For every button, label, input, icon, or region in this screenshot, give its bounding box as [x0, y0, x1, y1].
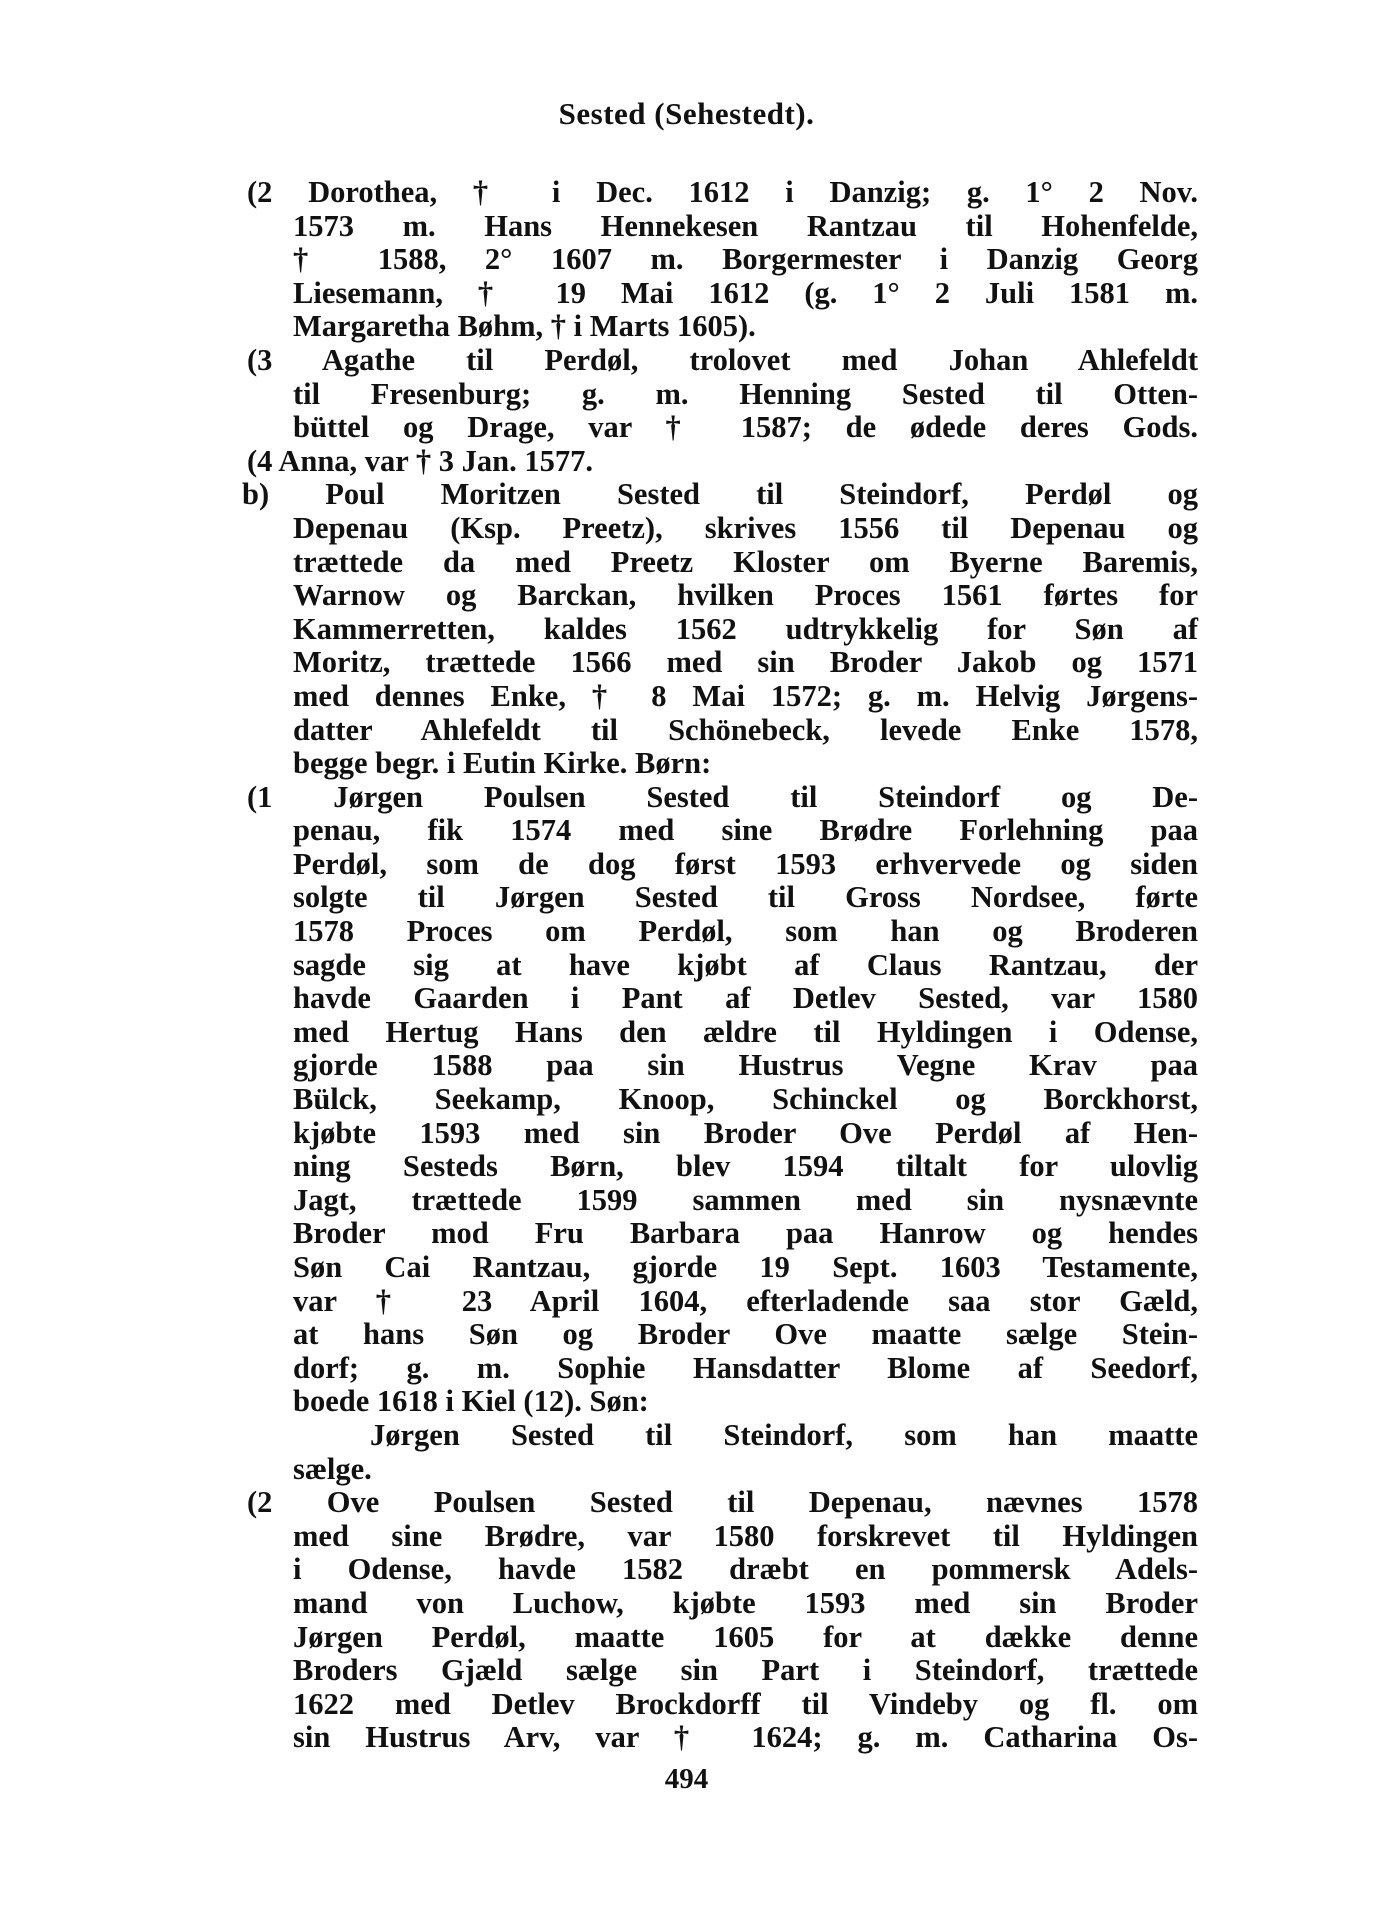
text-line: Broder mod Fru Barbara paa Hanrow og hendes: [293, 1216, 1198, 1251]
text-line: til Fresenburg; g. m. Henning Sested til Otten-: [293, 376, 1198, 411]
running-title: Sested (Sehestedt).: [558, 96, 815, 131]
text-line: Jørgen Sested til Steindorf, som han maatte: [370, 1417, 1198, 1452]
text-line: ning Sesteds Børn, blev 1594 tiltalt for ulovlig: [293, 1149, 1198, 1184]
text-line: Depenau (Ksp. Preetz), skrives 1556 til Depenau og: [293, 510, 1198, 545]
text-line: kjøbte 1593 med sin Broder Ove Perdøl af Hen-: [293, 1115, 1198, 1150]
text-line: Kammerretten, kaldes 1562 udtrykkelig for Søn af: [293, 611, 1198, 646]
text-line: boede 1618 i Kiel (12). Søn:: [293, 1384, 649, 1419]
text-line: Jørgen Perdøl, maatte 1605 for at dække denne: [293, 1619, 1198, 1654]
text-line: mand von Luchow, kjøbte 1593 med sin Broder: [293, 1585, 1198, 1620]
text-line: med dennes Enke, † 8 Mai 1572; g. m. Helvig Jørgens-: [293, 678, 1198, 713]
text-line: sagde sig at have kjøbt af Claus Rantzau, der: [293, 947, 1198, 982]
text-line: (4 Anna, var † 3 Jan. 1577.: [247, 443, 593, 478]
text-line: Margaretha Bøhm, † i Marts 1605).: [293, 309, 756, 344]
text-line: begge begr. i Eutin Kirke. Børn:: [293, 746, 712, 781]
text-line: (1 Jørgen Poulsen Sested til Steindorf og De-: [247, 779, 1198, 814]
text-line: sælge.: [293, 1451, 372, 1486]
text-line: solgte til Jørgen Sested til Gross Nordsee, førte: [293, 880, 1198, 915]
text-line: trættede da med Preetz Kloster om Byerne Baremis,: [293, 544, 1198, 579]
text-line: i Odense, havde 1582 dræbt en pommersk Adels-: [293, 1552, 1198, 1587]
text-line: b) Poul Moritzen Sested til Steindorf, Perdøl og: [242, 477, 1198, 512]
text-line: Jagt, trættede 1599 sammen med sin nysnævnte: [293, 1182, 1198, 1217]
text-line: sin Hustrus Arv, var † 1624; g. m. Catharina Os-: [293, 1720, 1198, 1755]
text-line: havde Gaarden i Pant af Detlev Sested, var 1580: [293, 981, 1198, 1016]
text-line: Moritz, trættede 1566 med sin Broder Jakob og 1571: [293, 645, 1198, 680]
genealogy-entry-text: [242, 175, 1198, 1755]
text-line: 1573 m. Hans Hennekesen Rantzau til Hohenfelde,: [293, 208, 1198, 243]
text-line: penau, fik 1574 med sine Brødre Forlehning paa: [293, 813, 1198, 848]
text-line: var † 23 April 1604, efterladende saa stor Gæld,: [293, 1283, 1198, 1318]
text-line: (2 Dorothea, † i Dec. 1612 i Danzig; g. 1° 2 Nov.: [247, 175, 1198, 209]
text-line: med Hertug Hans den ældre til Hyldingen i Odense,: [293, 1014, 1198, 1049]
text-line: gjorde 1588 paa sin Hustrus Vegne Krav paa: [293, 1048, 1198, 1083]
text-line: med sine Brødre, var 1580 forskrevet til Hyldingen: [293, 1518, 1198, 1553]
page-number: 494: [664, 1763, 709, 1795]
text-line: Bülck, Seekamp, Knoop, Schinckel og Borckhorst,: [293, 1082, 1198, 1117]
text-line: (2 Ove Poulsen Sested til Depenau, nævnes 1578: [247, 1485, 1198, 1520]
text-line: Broders Gjæld sælge sin Part i Steindorf, trættede: [293, 1653, 1198, 1688]
text-line: Liesemann, † 19 Mai 1612 (g. 1° 2 Juli 1581 m.: [293, 275, 1198, 310]
text-line: (3 Agathe til Perdøl, trolovet med Johan Ahlefeldt: [247, 342, 1198, 377]
text-line: datter Ahlefeldt til Schönebeck, levede Enke 1578,: [293, 712, 1198, 747]
text-line: dorf; g. m. Sophie Hansdatter Blome af Seedorf,: [293, 1350, 1198, 1385]
text-line: büttel og Drage, var † 1587; de ødede deres Gods.: [293, 410, 1198, 445]
text-line: 1622 med Detlev Brockdorff til Vindeby og fl. om: [293, 1686, 1198, 1721]
text-line: † 1588, 2° 1607 m. Borgermester i Danzig Georg: [293, 242, 1198, 277]
text-line: Søn Cai Rantzau, gjorde 19 Sept. 1603 Testamente,: [293, 1250, 1198, 1284]
text-line: Warnow og Barckan, hvilken Proces 1561 førtes for: [293, 578, 1198, 613]
text-line: 1578 Proces om Perdøl, som han og Broderen: [293, 914, 1198, 949]
text-line: at hans Søn og Broder Ove maatte sælge Stein-: [293, 1317, 1198, 1352]
text-line: Perdøl, som de dog først 1593 erhvervede og siden: [293, 846, 1198, 881]
